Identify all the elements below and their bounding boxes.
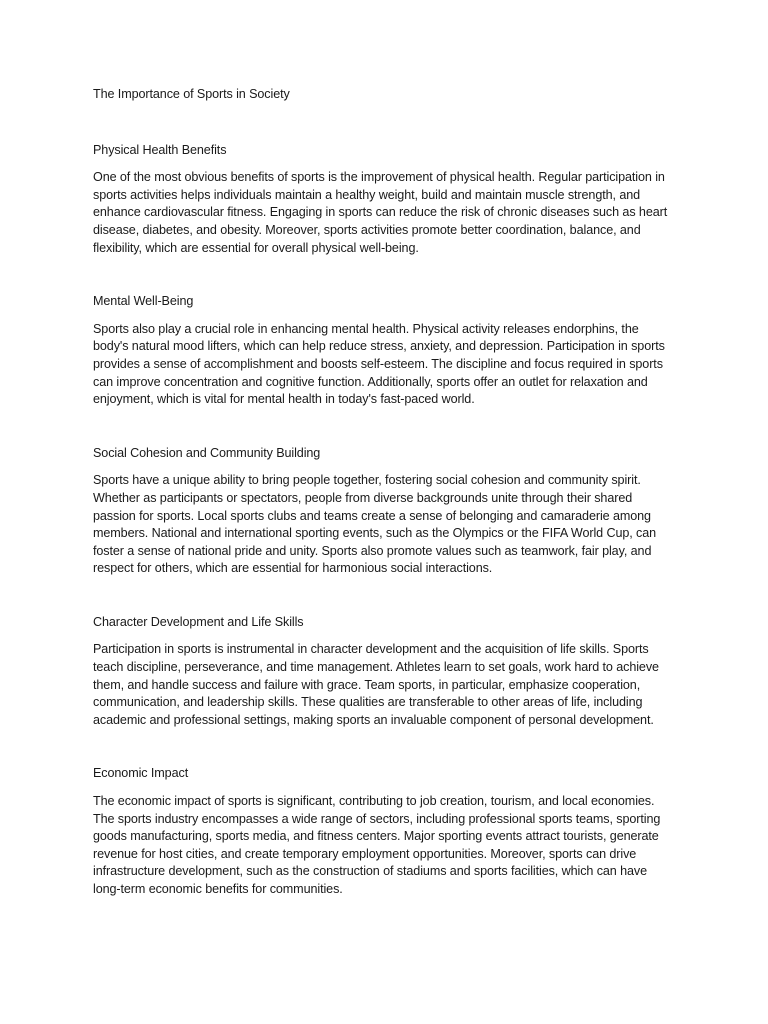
section-heading: Physical Health Benefits [93,142,227,157]
section-paragraph: The economic impact of sports is significant, contributing to job creation, tourism, and local economies. The sports industry encompasses a wide range of sectors, including professional sports teams, sporting goods manufacturing, sports media, and fitness centers. Major sporting events attract tourists, generate revenue for host cities, and create temporary employment opportunities. Moreover, sports can drive infrastructure development, such as the construction of stadiums and sports facilities, which can have long-term economic benefits for communities. [93,794,661,896]
section-paragraph: Sports also play a crucial role in enhancing mental health. Physical activity releases endorphins, the body's natural mood lifters, which can help reduce stress, anxiety, and depression. Participation in sports provides a sense of accomplishment and boosts self-esteem. The discipline and focus required in sports can improve concentration and cognitive function. Additionally, sports offer an outlet for relaxation and enjoyment, which is vital for mental health in today's fast-paced world. [93,321,665,407]
section-heading: Character Development and Life Skills [93,614,304,629]
section-economic-impact [93,765,675,898]
section-physical-health [93,142,675,258]
section-paragraph: Participation in sports is instrumental in character development and the acquisition of life skills. Sports teach discipline, perseverance, and time management. Athletes learn to set goals, work hard to achieve them, and handle success and failure with grace. Team sports, in particular, emphasize cooperation, communication, and leadership skills. These qualities are transferable to other areas of life, including academic and professional settings, making sports an invaluable component of personal development. [93,642,659,727]
section-heading: Social Cohesion and Community Building [93,445,321,460]
section-heading: Economic Impact [93,766,189,781]
section-paragraph: Sports have a unique ability to bring people together, fostering social cohesion and community spirit. Whether as participants or spectators, people from diverse backgrounds unite through their shared passion for sports. Local sports clubs and teams create a sense of belonging and camaraderie among members. National and international sporting events, such as the Olympics or the FIFA World Cup, can foster a sense of national pride and unity. Sports also promote values such as teamwork, fair play, and respect for others, which are essential for harmonious social interactions. [93,473,657,576]
section-mental-well-being [93,293,675,409]
section-heading: Mental Well-Being [93,294,194,309]
section-social-cohesion [93,445,675,578]
document-page [93,86,675,935]
document-title: The Importance of Sports in Society [93,87,290,101]
section-character-development [93,614,675,730]
section-paragraph: One of the most obvious benefits of sports is the improvement of physical health. Regular participation in sports activities helps individuals maintain a healthy weight, build and maintain muscle strength, and enhance cardiovascular fitness. Engaging in sports can reduce the risk of chronic diseases such as heart disease, diabetes, and obesity. Moreover, sports activities promote better coordination, balance, and flexibility, which are essential for overall physical well-being. [93,170,668,255]
